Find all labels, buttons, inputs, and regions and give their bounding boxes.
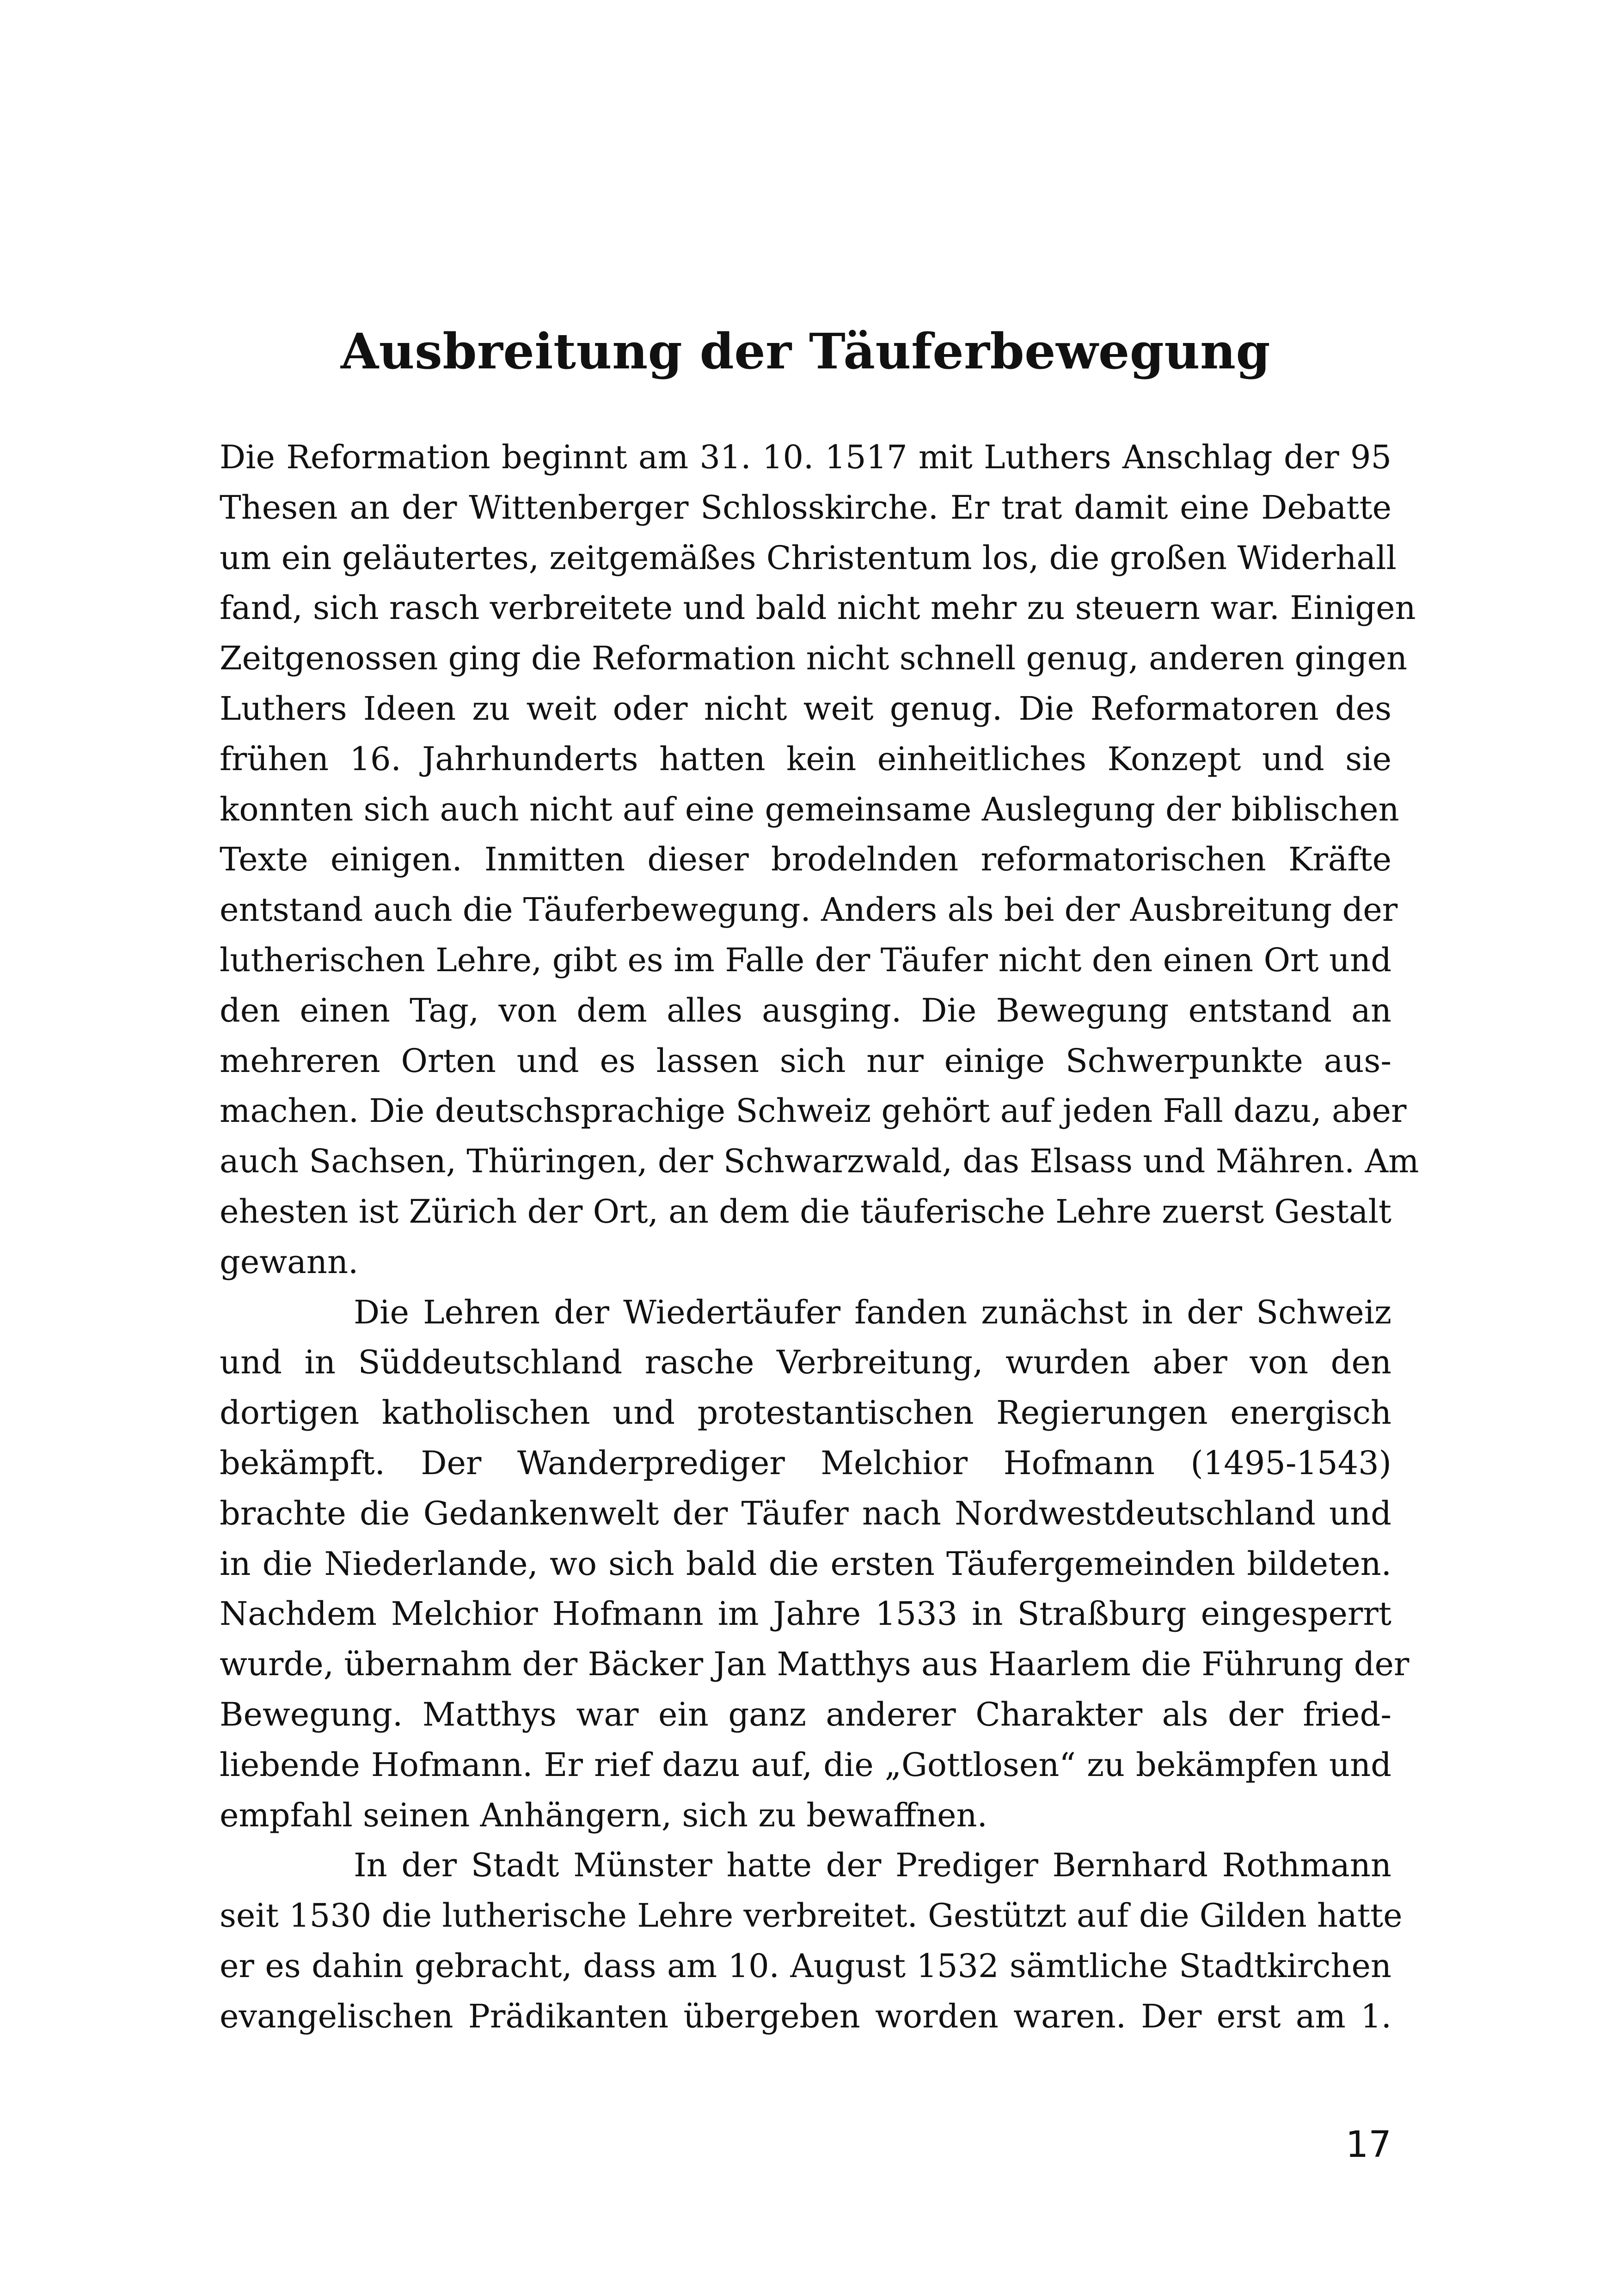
text-line: liebende Hofmann. Er rief dazu auf, die „Gottlosen“ zu bekämpfen und xyxy=(220,1745,1391,1784)
text-line: Zeitgenossen ging die Reformation nicht schnell genug, anderen gingen xyxy=(220,639,1408,678)
text-line: Thesen an der Wittenberger Schlosskirche. Er trat damit eine Debatte xyxy=(220,488,1391,527)
text-line: um ein geläutertes, zeitgemäßes Christentum los, die großen Widerhall xyxy=(220,539,1397,577)
text-line: er es dahin gebracht, dass am 10. August 1532 sämtliche Stadtkirchen xyxy=(220,1947,1391,1985)
text-line: evangelischen Prädikanten übergeben worden waren. Der erst am 1. xyxy=(220,1997,1391,2035)
text-line: In der Stadt Münster hatte der Prediger Bernhard Rothmann xyxy=(354,1846,1391,1885)
text-line: mehreren Orten und es lassen sich nur einige Schwerpunkte aus- xyxy=(220,1041,1391,1080)
text-line: empfahl seinen Anhängern, sich zu bewaffnen. xyxy=(220,1796,987,1834)
text-line: frühen 16. Jahrhunderts hatten kein einheitliches Konzept und sie xyxy=(220,740,1391,778)
text-line: Die Reformation beginnt am 31. 10. 1517 mit Luthers Anschlag der 95 xyxy=(220,438,1391,476)
body-text xyxy=(220,432,1419,2042)
text-line: Luthers Ideen zu weit oder nicht weit genug. Die Reformatoren des xyxy=(220,689,1391,728)
text-line: Nachdem Melchior Hofmann im Jahre 1533 in Straßburg eingesperrt xyxy=(220,1595,1391,1633)
text-line: lutherischen Lehre, gibt es im Falle der Täufer nicht den einen Ort und xyxy=(220,941,1391,979)
text-line: konnten sich auch nicht auf eine gemeinsame Auslegung der biblischen xyxy=(220,790,1399,828)
text-line: Texte einigen. Inmitten dieser brodelnden reformatorischen Kräfte xyxy=(220,840,1391,879)
paragraph xyxy=(220,1287,1410,1841)
text-line: brachte die Gedankenwelt der Täufer nach Nordwestdeutschland und xyxy=(220,1494,1391,1532)
paragraph xyxy=(220,432,1419,1287)
text-line: fand, sich rasch verbreitete und bald nicht mehr zu steuern war. Einigen xyxy=(220,589,1416,627)
text-line: auch Sachsen, Thüringen, der Schwarzwald, das Elsass und Mähren. Am xyxy=(220,1142,1419,1181)
text-line: Die Lehren der Wiedertäufer fanden zunächst in der Schweiz xyxy=(354,1293,1391,1331)
text-line: entstand auch die Täuferbewegung. Anders als bei der Ausbreitung der xyxy=(220,891,1398,929)
text-line: Bewegung. Matthys war ein ganz anderer Charakter als der fried- xyxy=(220,1695,1391,1733)
text-line: wurde, übernahm der Bäcker Jan Matthys aus Haarlem die Führung der xyxy=(220,1645,1410,1684)
text-line: und in Süddeutschland rasche Verbreitung, wurden aber von den xyxy=(220,1343,1391,1382)
text-line: gewann. xyxy=(220,1243,359,1281)
text-line: den einen Tag, von dem alles ausging. Die Bewegung entstand an xyxy=(220,991,1391,1029)
text-line: in die Niederlande, wo sich bald die ersten Täufergemeinden bildeten. xyxy=(220,1544,1391,1583)
chapter-title: Ausbreitung der Täuferbewegung xyxy=(340,322,1271,380)
text-line: seit 1530 die lutherische Lehre verbreitet. Gestützt auf die Gilden hatte xyxy=(220,1897,1403,1935)
page-number: 17 xyxy=(1345,2124,1391,2166)
paragraph xyxy=(220,1840,1403,2041)
text-line: bekämpft. Der Wanderprediger Melchior Hofmann (1495-1543) xyxy=(220,1444,1391,1482)
text-line: dortigen katholischen und protestantischen Regierungen energisch xyxy=(220,1394,1391,1432)
text-line: machen. Die deutschsprachige Schweiz gehört auf jeden Fall dazu, aber xyxy=(220,1092,1407,1130)
text-line: ehesten ist Zürich der Ort, an dem die täuferische Lehre zuerst Gestalt xyxy=(220,1192,1391,1231)
